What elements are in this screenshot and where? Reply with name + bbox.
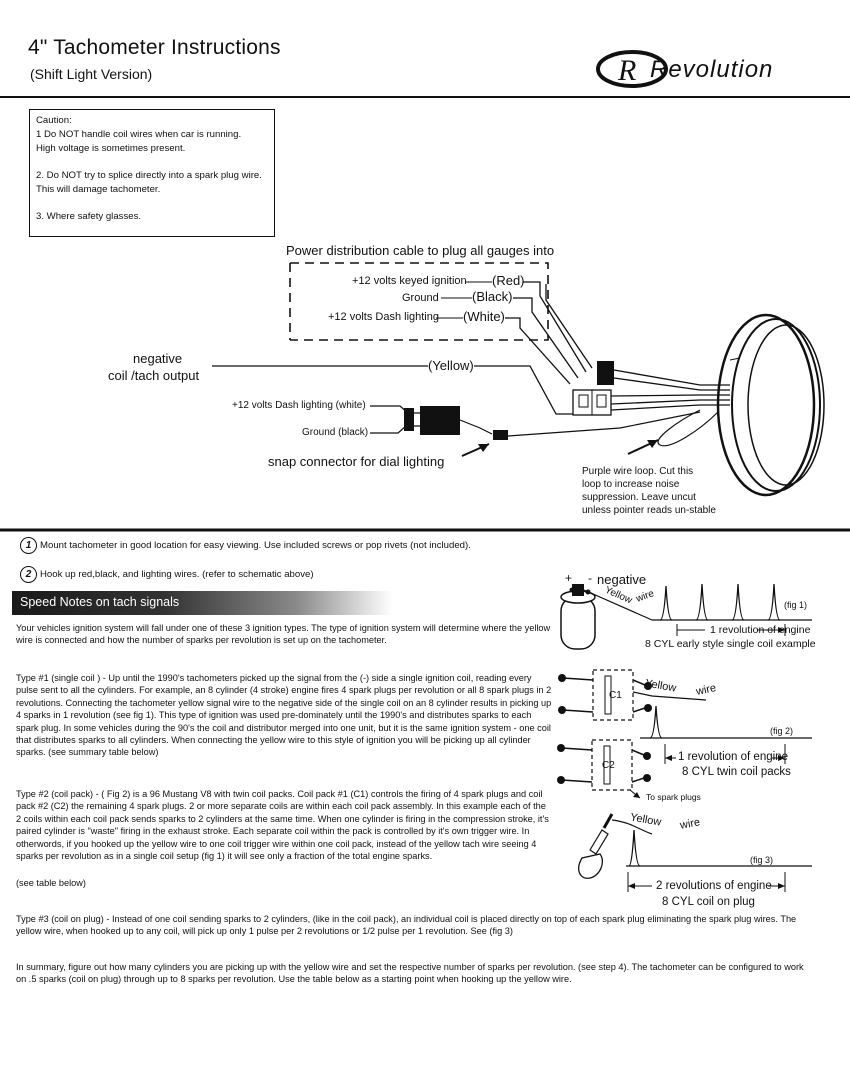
fig3-wire-label: wire bbox=[679, 816, 702, 832]
intro-paragraph: Your vehicles ignition system will fall under one of these 3 ignition types. The type of ignition system will determine where the yellow wire is connected and how the number of sparks per revolution is set up on the tachometer. bbox=[16, 623, 551, 646]
caution-item: 3. Where safety glasses. bbox=[36, 211, 142, 222]
type2-see-table: (see table below) bbox=[16, 878, 86, 888]
dial-lighting-white-label: +12 volts Dash lighting (white) bbox=[232, 400, 366, 411]
caution-item: 1 Do NOT handle coil wires when car is running. bbox=[36, 129, 242, 140]
snap-connector-label: snap connector for dial lighting bbox=[268, 454, 445, 469]
fig1-label: (fig 1) bbox=[784, 600, 808, 610]
yellow-wire-label: (Yellow) bbox=[428, 358, 474, 373]
step-number-badge: 2 bbox=[20, 566, 37, 583]
type3-paragraph: Type #3 (coil on plug) - Instead of one coil sending sparks to 2 cylinders, (like in the coil pack), an individual coil is placed directly on top of each spark plug eliminating the spark plug wires. The yellow wire, when hooked up to any coil, will pick up only 1 pulse per 2 revolutions or 1/2 pulse per 1 revolution. See (fig 3) bbox=[16, 914, 797, 937]
type2-paragraph: Type #2 (coil pack) - ( Fig 2) is a 96 Mustang V8 with twin coil packs. Coil pack #1 (C1) controls the firing of 4 spark plugs and coil pack #2 (C2) the remaining 4 spark plugs. 2 or more separate coils are within each coil pack assembly. In this example each of the 2 coils within each coil pack sends sparks to 2 cylinders at the same time. When one cylinder is firing in the compression stroke, it's paired cylinder is "waste" firing in the exhaust stroke. Each separate coil within the pack is controlled by it's own trigger wire. In otherwords, if you hooked up the yellow wire to one coil trigger wire within one coil pack, instead of the yellow tach wire seeing 4 sparks per revolution as in a single coil setup (fig 1) it will see only a fraction of the total engine sparks. bbox=[16, 789, 549, 862]
fig2-revolution-label: 1 revolution of engine bbox=[678, 751, 788, 763]
page-subtitle: (Shift Light Version) bbox=[30, 66, 153, 82]
fig2-caption: 8 CYL twin coil packs bbox=[682, 766, 791, 778]
fig1-wire-label: wire bbox=[634, 588, 656, 605]
page-title: 4" Tachometer Instructions bbox=[28, 36, 281, 59]
svg-text:R: R bbox=[618, 54, 637, 87]
fig2-c2-label: C2 bbox=[602, 760, 615, 771]
caution-item: This will damage tachometer. bbox=[36, 184, 161, 195]
speed-notes-banner: Speed Notes on tach signals bbox=[12, 591, 392, 615]
step-1 bbox=[20, 537, 471, 554]
fig2-label: (fig 2) bbox=[770, 726, 794, 736]
keyed-ignition-label: +12 volts keyed ignition bbox=[352, 275, 467, 287]
black-wire-label: (Black) bbox=[472, 289, 513, 304]
fig1-minus-label: - bbox=[588, 571, 592, 585]
power-cable-label: Power distribution cable to plug all gauges into bbox=[286, 243, 555, 258]
summary-paragraph: In summary, figure out how many cylinders you are picking up with the yellow wire and set the respective number of sparks per revolution. (see step 4). The tachometer can be configured to work on .5 sparks (coil on plug) through up to 8 sparks per revolution. Use the table below as a starting point when hooking up the yellow wire. bbox=[16, 962, 804, 985]
fig1-caption: 8 CYL early style single coil example bbox=[645, 638, 816, 650]
fig3-label: (fig 3) bbox=[750, 855, 774, 865]
fig3-revolution-label: 2 revolutions of engine bbox=[656, 880, 772, 892]
caution-item: High voltage is sometimes present. bbox=[36, 143, 186, 154]
svg-text:Revolution: Revolution bbox=[650, 56, 774, 83]
type1-paragraph: Type #1 (single coil ) - Up until the 1990's tachometers picked up the signal from the (-) side a single ignition coil, reading every pulse sent to all the cylinders. For example, an 8 cylinder (4 stroke) engine fires 4 spark plugs per revolution or all 8 spark plugs in 2 revolutions. Connecting the tachometer yellow signal wire to the negative side of the single coil on an 8 cylinder results in picking up 4 sparks in 1 revolution (see fig 1). This type of ignition was used pre-dominately until the 1990's and distributes sparks to each spark plug. In some vehicles during the 90's the coil and distributor merged into one unit, but it is the same ignition system - one coil that distributes sparks to all cylinders. When connecting the yellow wire to this style of ignition you will be picking up all cylinder sparks. (see summary table below) bbox=[16, 673, 552, 758]
fig3-yellow-label: Yellow bbox=[629, 811, 663, 829]
step-number-badge: 1 bbox=[20, 537, 37, 554]
tach-output-label: coil /tach output bbox=[108, 368, 200, 383]
purple-loop-note: Purple wire loop. Cut this loop to increase noise suppression. Leave uncut unless pointer reads un-stable bbox=[582, 466, 716, 516]
fig3-caption: 8 CYL coil on plug bbox=[662, 896, 755, 908]
step-2 bbox=[20, 566, 314, 583]
dash-lighting-label: +12 volts Dash lighting bbox=[328, 311, 439, 323]
fig1-revolution-label: 1 revolution of engine bbox=[710, 624, 811, 636]
negative-label: negative bbox=[133, 351, 183, 366]
fig2-spark-plugs-label: To spark plugs bbox=[646, 792, 701, 802]
caution-heading: Caution: bbox=[36, 115, 72, 126]
red-wire-label: (Red) bbox=[492, 273, 525, 288]
white-wire-label: (White) bbox=[463, 309, 505, 324]
fig1-plus-label: + bbox=[565, 571, 573, 585]
fig2-coil-packs bbox=[557, 670, 706, 798]
fig2-c1-label: C1 bbox=[609, 690, 622, 701]
step-text: Mount tachometer in good location for easy viewing. Use included screws or pop rivets (not included). bbox=[40, 540, 471, 551]
fig1-negative-label: negative bbox=[597, 572, 647, 587]
step-text: Hook up red,black, and lighting wires. (refer to schematic above) bbox=[40, 569, 314, 580]
caution-item: 2. Do NOT try to splice directly into a spark plug wire. bbox=[36, 170, 262, 181]
dial-ground-black-label: Ground (black) bbox=[302, 427, 369, 438]
ground-label: Ground bbox=[402, 292, 439, 304]
fig2-wire-label: wire bbox=[694, 682, 718, 698]
fig2-yellow-label: Yellow bbox=[644, 677, 678, 695]
fig1-yellow-label: Yellow bbox=[602, 584, 634, 607]
